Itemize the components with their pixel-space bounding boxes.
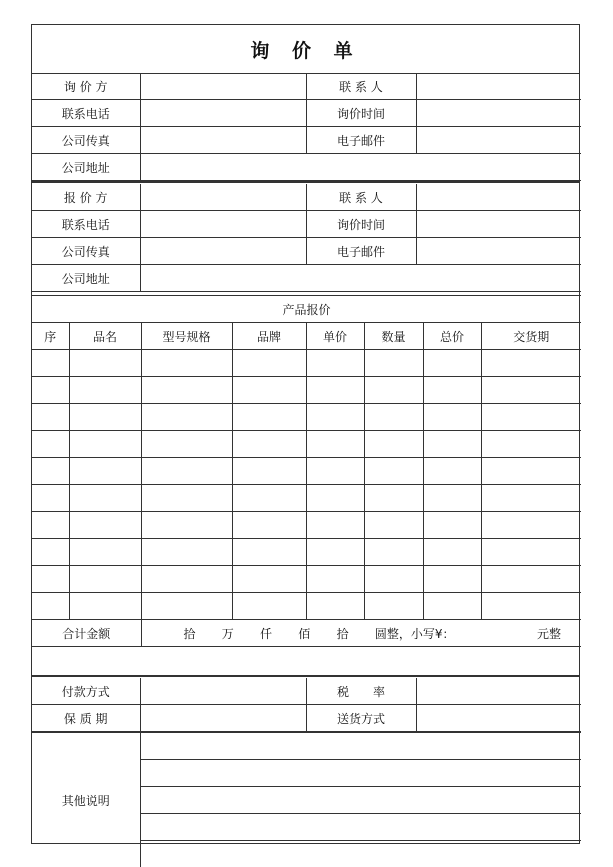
inquiry-contact-label: 联 系 人 — [306, 73, 416, 100]
notes-field[interactable] — [140, 841, 581, 867]
quote-phone-field[interactable] — [140, 211, 306, 238]
quote-email-label: 电子邮件 — [306, 238, 416, 265]
notes-field[interactable] — [140, 787, 581, 814]
product-row — [32, 404, 581, 431]
product-cell[interactable] — [232, 350, 306, 377]
product-cell[interactable] — [32, 485, 69, 512]
inquiry-email-label: 电子邮件 — [306, 127, 416, 154]
unit-bai: 佰 — [298, 625, 310, 642]
quote-row-1 — [32, 184, 581, 211]
product-cell[interactable] — [32, 512, 69, 539]
warranty-field[interactable] — [140, 705, 306, 732]
quote-contact-label: 联 系 人 — [306, 184, 416, 211]
inquiry-row-2 — [32, 100, 581, 127]
notes-field[interactable] — [140, 760, 581, 787]
product-row — [32, 512, 581, 539]
product-cell[interactable] — [32, 431, 69, 458]
header-index: 序 — [32, 323, 69, 350]
product-cell[interactable] — [32, 458, 69, 485]
unit-qian: 仟 — [260, 625, 272, 642]
product-cell[interactable] — [423, 431, 481, 458]
product-cell[interactable] — [232, 485, 306, 512]
product-cell[interactable] — [481, 593, 581, 620]
product-cell[interactable] — [232, 539, 306, 566]
product-row — [32, 566, 581, 593]
inquiry-party-label: 询 价 方 — [32, 73, 140, 100]
product-section-title-row — [32, 296, 581, 323]
product-cell[interactable] — [69, 431, 141, 458]
inquiry-party-table — [32, 73, 581, 181]
inquiry-address-field[interactable] — [140, 154, 581, 181]
product-cell[interactable] — [364, 431, 423, 458]
delivery-label: 送货方式 — [306, 705, 416, 732]
product-cell[interactable] — [423, 566, 481, 593]
total-label: 合计金额 — [32, 620, 141, 647]
product-cell[interactable] — [423, 485, 481, 512]
inquiry-contact-field[interactable] — [416, 73, 581, 100]
product-cell[interactable] — [364, 593, 423, 620]
unit-yuan: 元整 — [537, 625, 561, 642]
product-cell[interactable] — [364, 539, 423, 566]
unit-whole-lowercase: 圆整，小写¥： — [375, 625, 455, 642]
product-cell[interactable] — [481, 404, 581, 431]
quote-row-3 — [32, 238, 581, 265]
product-cell[interactable] — [306, 512, 364, 539]
product-cell[interactable] — [141, 350, 232, 377]
product-cell[interactable] — [306, 377, 364, 404]
product-row — [32, 485, 581, 512]
lowercase-amount-field[interactable] — [481, 625, 511, 642]
product-cell[interactable] — [141, 593, 232, 620]
product-cell[interactable] — [69, 377, 141, 404]
inquiry-form — [31, 24, 580, 844]
product-cell[interactable] — [69, 485, 141, 512]
product-cell[interactable] — [423, 593, 481, 620]
inquiry-email-field[interactable] — [416, 127, 581, 154]
payment-field[interactable] — [140, 678, 306, 705]
product-cell[interactable] — [69, 404, 141, 431]
quote-fax-label: 公司传真 — [32, 238, 140, 265]
product-cell[interactable] — [481, 512, 581, 539]
header-spec: 型号规格 — [141, 323, 232, 350]
inquiry-phone-label: 联系电话 — [32, 100, 140, 127]
product-cell[interactable] — [481, 566, 581, 593]
tax-label: 税 率 — [306, 678, 416, 705]
tax-field[interactable] — [416, 678, 581, 705]
product-cell[interactable] — [141, 539, 232, 566]
product-cell[interactable] — [232, 431, 306, 458]
delivery-field[interactable] — [416, 705, 581, 732]
product-cell[interactable] — [481, 431, 581, 458]
product-cell[interactable] — [364, 485, 423, 512]
product-section-title: 产品报价 — [32, 296, 581, 323]
product-cell[interactable] — [69, 350, 141, 377]
product-cell[interactable] — [232, 404, 306, 431]
notes-label: 其他说明 — [32, 733, 140, 867]
product-cell[interactable] — [32, 377, 69, 404]
product-cell[interactable] — [232, 566, 306, 593]
product-cell[interactable] — [481, 458, 581, 485]
product-row — [32, 539, 581, 566]
inquiry-fax-field[interactable] — [140, 127, 306, 154]
inquiry-row-1 — [32, 73, 581, 100]
product-cell[interactable] — [69, 566, 141, 593]
quote-time-label: 询价时间 — [306, 211, 416, 238]
product-cell[interactable] — [69, 593, 141, 620]
product-cell[interactable] — [306, 404, 364, 431]
section-separator — [32, 181, 579, 183]
inquiry-row-4 — [32, 154, 581, 181]
product-cell[interactable] — [306, 458, 364, 485]
product-cell[interactable] — [306, 539, 364, 566]
product-cell[interactable] — [364, 566, 423, 593]
product-cell[interactable] — [364, 377, 423, 404]
notes-line — [32, 733, 581, 760]
inquiry-phone-field[interactable] — [140, 100, 306, 127]
product-cell[interactable] — [481, 350, 581, 377]
product-cell[interactable] — [232, 377, 306, 404]
product-cell[interactable] — [32, 566, 69, 593]
product-cell[interactable] — [32, 350, 69, 377]
terms-table — [32, 678, 581, 732]
product-cell[interactable] — [69, 512, 141, 539]
form-title: 询 价 单 — [32, 25, 579, 74]
notes-field[interactable] — [140, 733, 581, 760]
product-cell[interactable] — [141, 566, 232, 593]
quote-address-field[interactable] — [140, 265, 581, 292]
product-cell[interactable] — [69, 458, 141, 485]
product-cell[interactable] — [481, 377, 581, 404]
product-row — [32, 458, 581, 485]
notes-table — [32, 732, 581, 867]
product-cell[interactable] — [32, 404, 69, 431]
product-cell[interactable] — [423, 512, 481, 539]
quote-address-label: 公司地址 — [32, 265, 140, 292]
header-delivery: 交货期 — [481, 323, 581, 350]
notes-field[interactable] — [140, 814, 581, 841]
product-cell[interactable] — [481, 539, 581, 566]
header-total-price: 总价 — [423, 323, 481, 350]
product-cell[interactable] — [306, 431, 364, 458]
warranty-label: 保 质 期 — [32, 705, 140, 732]
quote-contact-field[interactable] — [416, 184, 581, 211]
quote-email-field[interactable] — [416, 238, 581, 265]
product-cell[interactable] — [481, 485, 581, 512]
inquiry-time-label: 询价时间 — [306, 100, 416, 127]
header-quantity: 数量 — [364, 323, 423, 350]
product-cell[interactable] — [423, 458, 481, 485]
header-name: 品名 — [69, 323, 141, 350]
product-table — [32, 295, 581, 647]
unit-shi-2: 拾 — [337, 625, 349, 642]
product-cell[interactable] — [423, 350, 481, 377]
inquiry-party-field[interactable] — [140, 73, 306, 100]
total-amount-units — [142, 625, 582, 642]
terms-row-1 — [32, 678, 581, 705]
product-cell[interactable] — [141, 404, 232, 431]
product-cell[interactable] — [306, 485, 364, 512]
notes-rows — [32, 733, 581, 867]
quote-row-2 — [32, 211, 581, 238]
product-row — [32, 431, 581, 458]
product-cell[interactable] — [141, 485, 232, 512]
unit-shi-1: 拾 — [184, 625, 196, 642]
product-row — [32, 377, 581, 404]
product-row — [32, 593, 581, 620]
quote-party-table — [32, 184, 581, 292]
product-cell[interactable] — [364, 512, 423, 539]
product-cell[interactable] — [232, 512, 306, 539]
quote-party-label: 报 价 方 — [32, 184, 140, 211]
quote-row-4 — [32, 265, 581, 292]
inquiry-address-label: 公司地址 — [32, 154, 140, 181]
product-cell[interactable] — [141, 377, 232, 404]
product-cell[interactable] — [141, 458, 232, 485]
quote-party-field[interactable] — [140, 184, 306, 211]
product-cell[interactable] — [141, 512, 232, 539]
product-cell[interactable] — [32, 593, 69, 620]
product-cell[interactable] — [232, 458, 306, 485]
product-cell[interactable] — [306, 350, 364, 377]
product-cell[interactable] — [306, 566, 364, 593]
inquiry-row-3 — [32, 127, 581, 154]
product-row — [32, 350, 581, 377]
total-row — [32, 620, 581, 647]
quote-time-field[interactable] — [416, 211, 581, 238]
header-unit-price: 单价 — [306, 323, 364, 350]
unit-wan: 万 — [222, 625, 234, 642]
total-amount[interactable] — [141, 620, 581, 647]
product-cell[interactable] — [423, 539, 481, 566]
product-rows — [32, 350, 581, 620]
product-cell[interactable] — [423, 377, 481, 404]
product-cell[interactable] — [69, 539, 141, 566]
quote-fax-field[interactable] — [140, 238, 306, 265]
product-header-row — [32, 323, 581, 350]
product-cell[interactable] — [232, 593, 306, 620]
product-cell[interactable] — [32, 539, 69, 566]
inquiry-fax-label: 公司传真 — [32, 127, 140, 154]
terms-row-2 — [32, 705, 581, 732]
section-separator-2 — [32, 675, 579, 677]
product-cell[interactable] — [423, 404, 481, 431]
quote-phone-label: 联系电话 — [32, 211, 140, 238]
product-cell[interactable] — [364, 458, 423, 485]
product-cell[interactable] — [141, 431, 232, 458]
product-cell[interactable] — [306, 593, 364, 620]
product-cell[interactable] — [364, 350, 423, 377]
product-cell[interactable] — [364, 404, 423, 431]
header-brand: 品牌 — [232, 323, 306, 350]
inquiry-time-field[interactable] — [416, 100, 581, 127]
payment-label: 付款方式 — [32, 678, 140, 705]
